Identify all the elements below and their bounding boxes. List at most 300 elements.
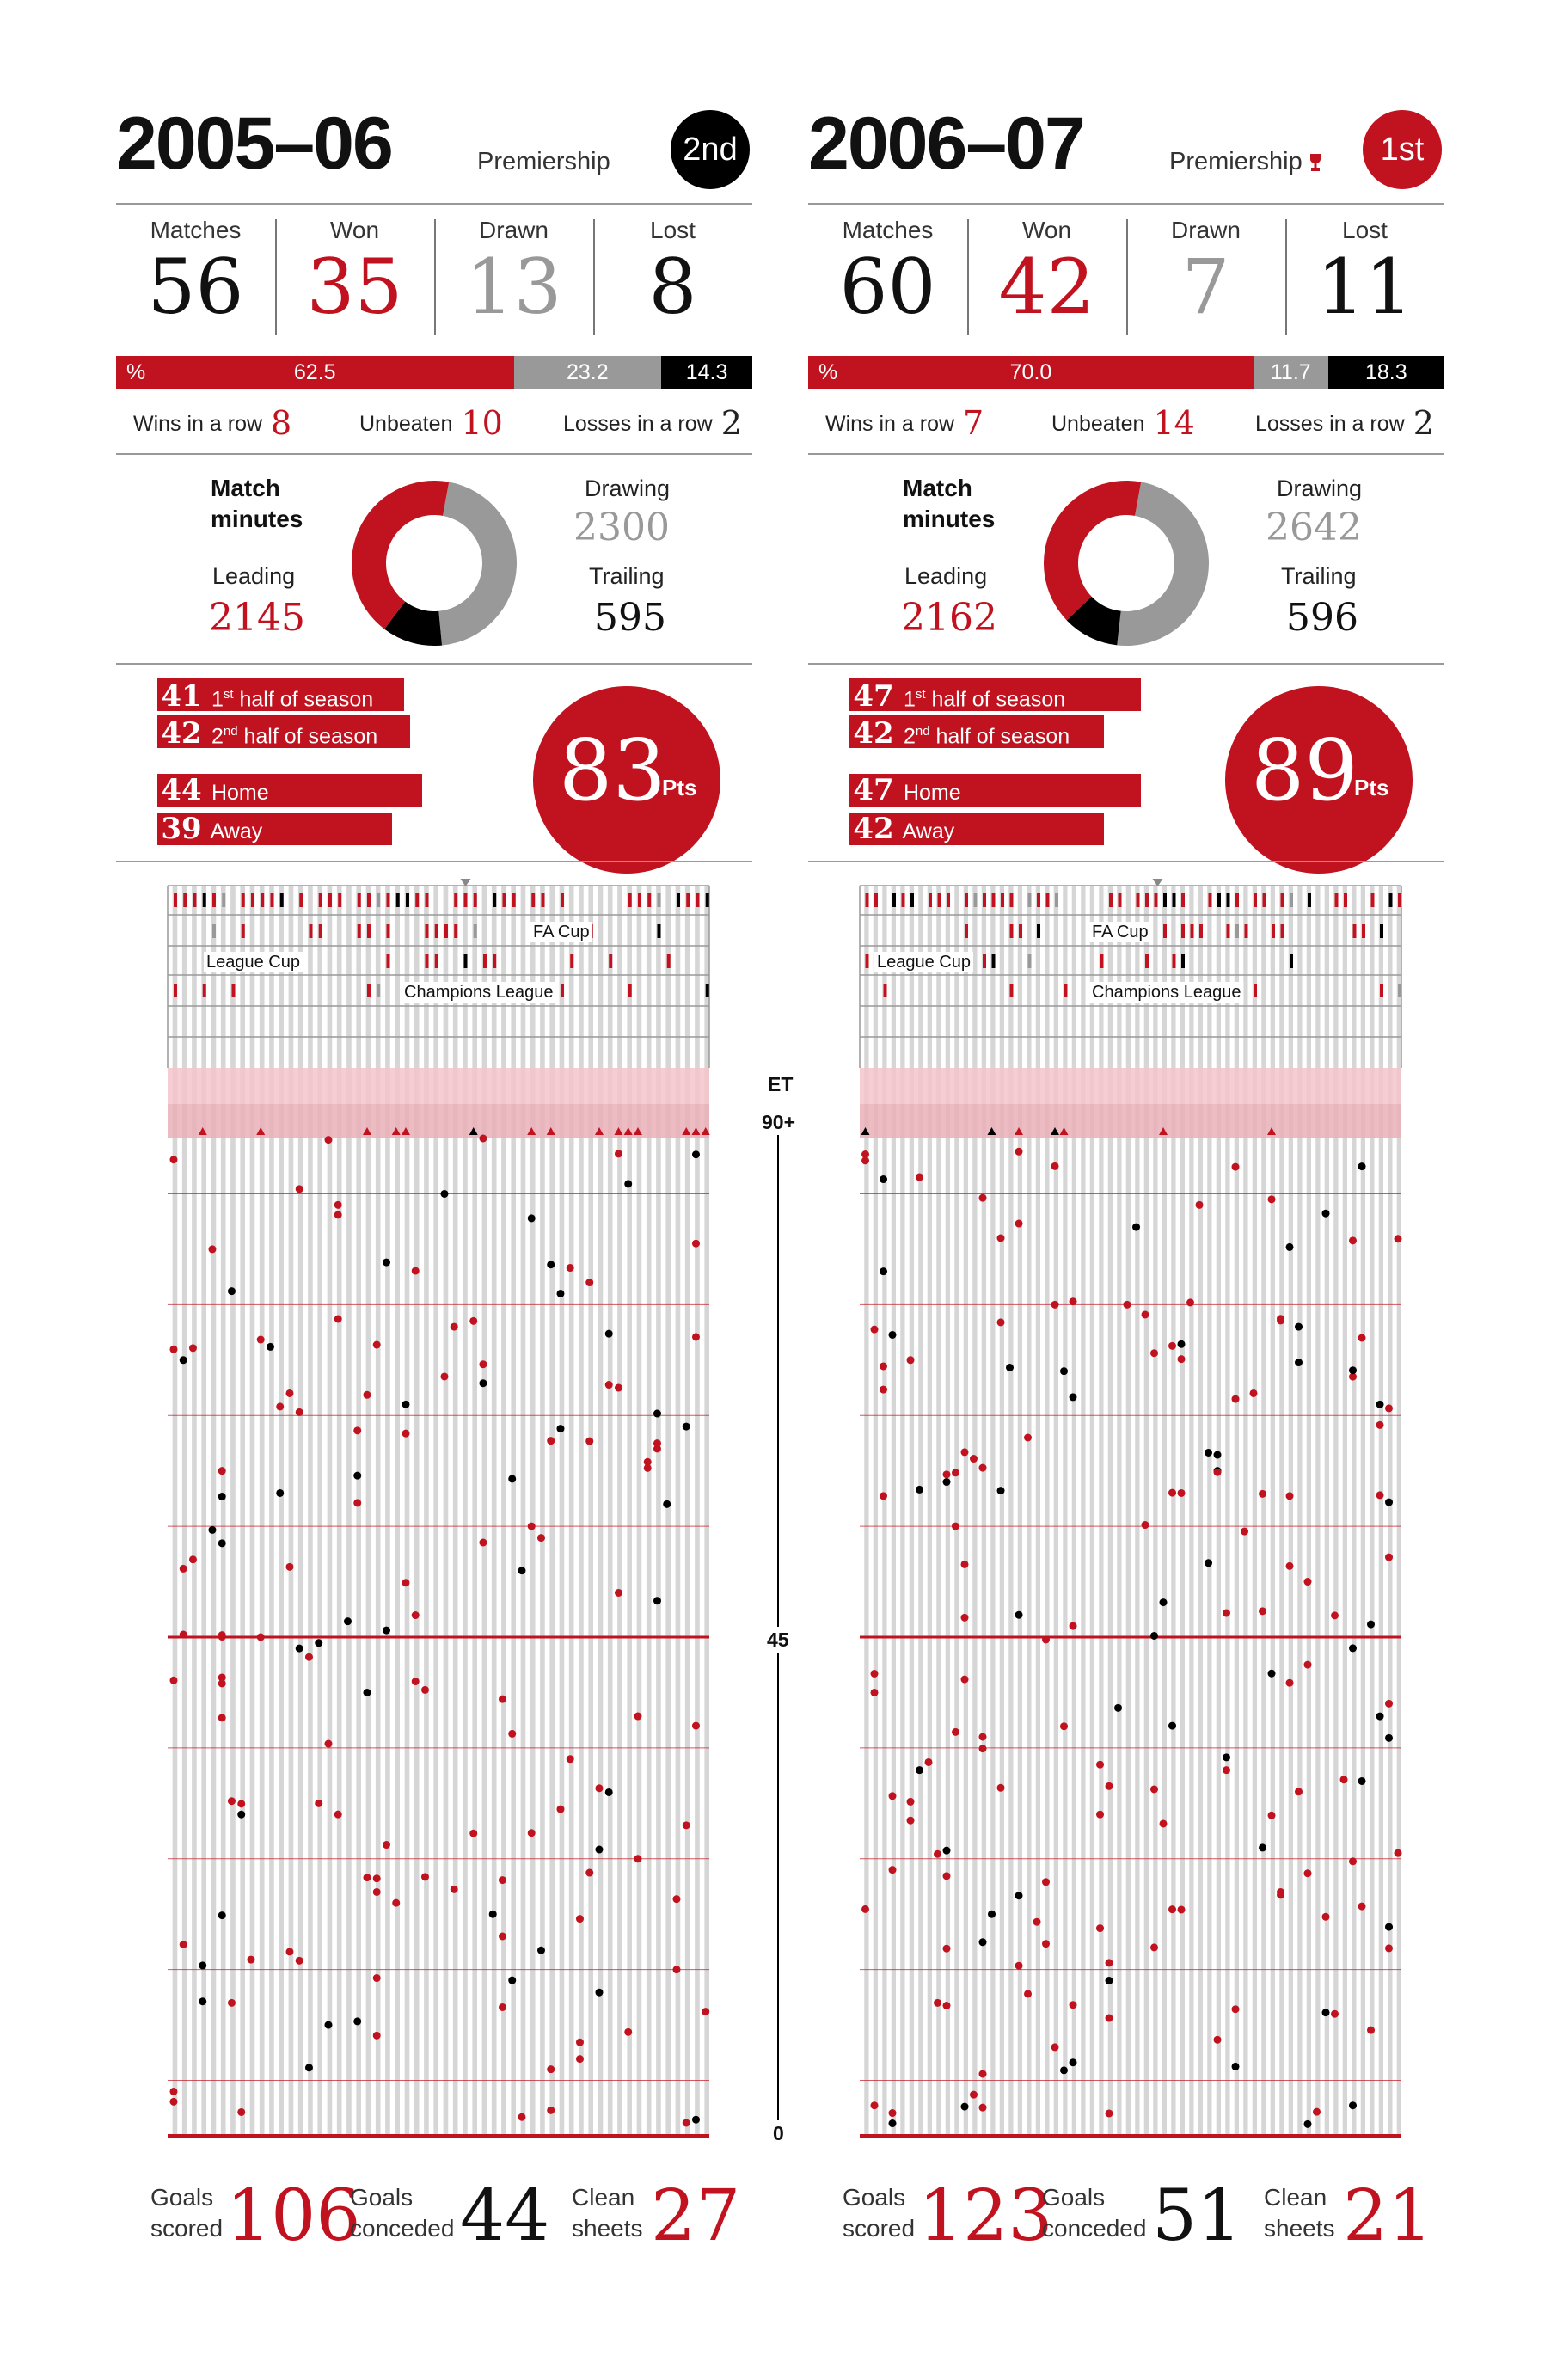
- goal-scored-dot: [334, 1211, 342, 1218]
- goal-scored-dot: [218, 1633, 226, 1641]
- points-value: 42: [853, 812, 894, 846]
- ordinal-suffix: nd: [223, 724, 238, 739]
- match-result-tick: [706, 984, 709, 997]
- goal-scored-dot: [1286, 1562, 1294, 1570]
- goal-conceded-dot: [1006, 1364, 1014, 1371]
- goal-scored-dot: [228, 1797, 236, 1805]
- match-result-tick: [328, 893, 332, 907]
- goal-scored-dot: [1232, 1395, 1240, 1403]
- match-result-tick: [1272, 924, 1275, 938]
- stat-value: 13: [465, 242, 562, 331]
- match-result-tick: [706, 893, 709, 907]
- goal-conceded-dot: [1223, 1753, 1230, 1761]
- stat-label: Matches: [150, 217, 242, 243]
- goal-scored-dot: [961, 1448, 969, 1456]
- match-result-tick: [992, 893, 996, 907]
- goal-scored-dot: [528, 1829, 536, 1837]
- goal-conceded-dot: [180, 1356, 187, 1364]
- match-result-tick: [502, 893, 506, 907]
- goal-scored-dot: [997, 1318, 1005, 1326]
- goal-scored-dot: [1358, 1903, 1366, 1911]
- goal-scored-dot: [218, 1679, 226, 1687]
- goal-scored-dot: [585, 1279, 593, 1286]
- match-result-tick: [183, 893, 187, 907]
- stat-matches: [116, 217, 275, 331]
- goal-scored-dot: [499, 1933, 506, 1941]
- divider: [116, 453, 752, 455]
- goal-scored-dot: [1142, 1310, 1149, 1318]
- leading-minutes: 2162: [901, 596, 997, 640]
- goal-scored-dot: [1051, 2043, 1059, 2051]
- points-first-half-bar: 47 1st half of season: [849, 678, 1141, 711]
- goal-scored-dot: [324, 1740, 332, 1748]
- goal-conceded-dot: [979, 1938, 987, 1946]
- match-result-tick: [1181, 893, 1185, 907]
- goal-conceded-dot: [1349, 1366, 1357, 1374]
- goal-scored-dot: [169, 2098, 177, 2106]
- match-result-tick: [435, 954, 438, 968]
- points-label: Home: [211, 781, 269, 805]
- match-result-tick: [1145, 893, 1149, 907]
- season-year: 2005–06: [116, 102, 392, 185]
- goal-scored-dot: [1250, 1389, 1258, 1397]
- goal-conceded-dot: [1286, 1243, 1294, 1251]
- goal-conceded-dot: [1376, 1401, 1384, 1408]
- goal-conceded-dot: [353, 2017, 361, 2025]
- goal-scored-dot: [979, 1733, 987, 1741]
- leading-minutes: 2145: [209, 596, 305, 640]
- goal-scored-dot: [1358, 1334, 1366, 1342]
- match-result-tick: [1155, 893, 1158, 907]
- match-result-tick: [358, 924, 361, 938]
- divider: [808, 663, 1444, 665]
- goal-conceded-dot: [653, 1597, 661, 1604]
- goal-scored-dot: [979, 1464, 987, 1472]
- goal-scored-dot: [373, 1888, 381, 1896]
- goal-scored-dot: [1106, 1782, 1113, 1790]
- goal-scored-dot: [1096, 1811, 1104, 1819]
- match-result-tick: [1037, 893, 1040, 907]
- goal-scored-dot: [402, 1430, 409, 1438]
- goal-scored-dot: [1160, 1819, 1168, 1827]
- match-result-tick: [1335, 893, 1339, 907]
- goal-scored-dot: [1313, 2108, 1321, 2116]
- stat-value: 42: [998, 242, 1095, 331]
- leading-label: Leading: [212, 563, 296, 589]
- goal-conceded-dot: [1150, 1632, 1158, 1640]
- drawing-minutes: 2642: [1266, 506, 1362, 549]
- goal-scored-dot: [1015, 1962, 1023, 1970]
- goal-scored-dot: [257, 1336, 265, 1344]
- points-unit: Pts: [662, 775, 697, 800]
- league-name: Premiership: [1169, 148, 1303, 175]
- goal-scored-dot: [1150, 1785, 1158, 1793]
- goal-scored-dot: [1096, 1761, 1104, 1769]
- stat-label: Won: [1021, 217, 1072, 243]
- match-result-tick: [1380, 984, 1383, 997]
- match-result-tick: [1245, 924, 1248, 938]
- stat-value: 56: [147, 242, 244, 331]
- divider: [116, 203, 752, 205]
- match-result-tick: [386, 954, 389, 968]
- streaks-row: [116, 404, 752, 442]
- goal-conceded-dot: [1168, 1722, 1176, 1730]
- goal-scored-dot: [296, 1408, 303, 1416]
- goal-scored-dot: [1286, 1679, 1294, 1687]
- match-result-tick: [657, 924, 660, 938]
- goal-scored-dot: [373, 1974, 381, 1982]
- season-panel-2006-07: [808, 0, 1444, 2380]
- match-result-tick: [1046, 893, 1050, 907]
- goal-scored-dot: [871, 2101, 879, 2109]
- goal-conceded-dot: [344, 1617, 352, 1625]
- goal-scored-dot: [605, 1381, 613, 1389]
- competition-label-fa-cup: FA Cup: [1092, 923, 1149, 942]
- match-result-tick: [874, 893, 878, 907]
- goal-scored-dot: [952, 1523, 959, 1530]
- goal-scored-dot: [1259, 1607, 1266, 1615]
- goal-scored-dot: [412, 1267, 420, 1275]
- goal-conceded-dot: [237, 1811, 245, 1819]
- goal-scored-dot: [218, 1467, 226, 1475]
- goal-scored-dot: [1385, 1944, 1393, 1952]
- goal-scored-dot: [334, 1316, 342, 1323]
- goal-scored-dot: [1268, 1812, 1276, 1819]
- goal-scored-dot: [672, 1895, 680, 1903]
- goal-conceded-dot: [1060, 2066, 1068, 2074]
- goal-conceded-dot: [1214, 1451, 1222, 1459]
- goal-conceded-dot: [1349, 1644, 1357, 1652]
- streak-value: 14: [1153, 404, 1195, 442]
- goals-conceded: 51: [1152, 2175, 1242, 2257]
- goal-conceded-dot: [1106, 1977, 1113, 1984]
- match-result-tick: [1119, 893, 1122, 907]
- won-percentage-segment: [808, 356, 1254, 389]
- match-result-tick: [884, 984, 887, 997]
- points-second-half-bar: 42 2nd half of season: [157, 715, 410, 748]
- points-label: half of season: [931, 687, 1066, 712]
- goal-conceded-dot: [1070, 2058, 1077, 2066]
- match-result-tick: [367, 893, 371, 907]
- goal-conceded-dot: [916, 1766, 923, 1774]
- match-result-tick: [1001, 893, 1004, 907]
- goal-scored-dot: [595, 1784, 603, 1792]
- goal-scored-dot: [644, 1464, 652, 1472]
- goal-scored-dot: [970, 2091, 978, 2099]
- goal-scored-dot: [1322, 1913, 1330, 1921]
- points-first-half-bar: 41 1st half of season: [157, 678, 404, 711]
- match-result-tick: [338, 893, 341, 907]
- match-result-tick: [657, 893, 660, 907]
- match-result-tick: [1344, 893, 1347, 907]
- goal-scored-dot: [880, 1362, 887, 1370]
- goal-conceded-dot: [208, 1526, 216, 1534]
- goals-conceded-label: [1042, 2182, 1146, 2244]
- match-result-tick: [686, 893, 690, 907]
- goal-scored-dot: [943, 1470, 951, 1478]
- goal-scored-dot: [1033, 1918, 1041, 1926]
- goal-scored-dot: [1186, 1298, 1194, 1306]
- goals-conceded-label: [350, 2182, 454, 2244]
- goal-scored-dot: [567, 1264, 574, 1272]
- points-label: half of season: [243, 724, 378, 749]
- goal-scored-dot: [1124, 1301, 1131, 1309]
- drawing-label: Drawing: [585, 475, 671, 501]
- match-result-tick: [367, 984, 371, 997]
- match-result-tick: [1254, 984, 1257, 997]
- stat-label: Won: [329, 217, 380, 243]
- goal-conceded-dot: [556, 1425, 564, 1432]
- clean-sheets: 21: [1343, 2175, 1433, 2257]
- goal-scored-dot: [392, 1899, 400, 1907]
- lost-percentage-segment: [1328, 356, 1444, 389]
- goal-scored-dot: [907, 1356, 915, 1364]
- lost-percentage: 14.3: [685, 360, 728, 384]
- divider: [808, 453, 1444, 455]
- match-result-tick: [892, 893, 896, 907]
- goal-scored-dot: [979, 2070, 987, 2078]
- match-result-tick: [609, 954, 612, 968]
- goal-scored-dot: [1178, 1905, 1186, 1913]
- points-away-bar: [157, 813, 392, 845]
- streak-value: 2: [720, 404, 742, 442]
- match-result-tick: [1199, 924, 1203, 938]
- goal-scored-dot: [276, 1402, 284, 1410]
- goal-scored-dot: [383, 1841, 390, 1849]
- goal-scored-dot: [1376, 1491, 1384, 1499]
- goal-conceded-dot: [1358, 1162, 1366, 1170]
- streak-value: 2: [1413, 404, 1434, 442]
- goal-scored-dot: [412, 1678, 420, 1685]
- streak-value: 7: [963, 404, 984, 442]
- match-result-tick: [1173, 954, 1176, 968]
- goal-scored-dot: [1070, 1622, 1077, 1630]
- goal-scored-dot: [615, 1150, 622, 1157]
- trailing-label: Trailing: [1281, 563, 1357, 589]
- goal-conceded-dot: [1259, 1843, 1266, 1851]
- stat-lost: [593, 217, 752, 331]
- match-result-tick: [261, 893, 264, 907]
- goal-scored-dot: [653, 1439, 661, 1447]
- label-line: conceded: [350, 2215, 455, 2242]
- goal-scored-dot: [1168, 1489, 1176, 1497]
- goal-conceded-dot: [402, 1401, 409, 1408]
- match-result-tick: [203, 984, 206, 997]
- goals-scored: 123: [918, 2175, 1053, 2257]
- goal-scored-dot: [861, 1150, 869, 1158]
- goal-scored-dot: [979, 1745, 987, 1752]
- label-line: Goals: [150, 2184, 214, 2211]
- won-percentage-segment: [116, 356, 514, 389]
- match-result-tick: [1028, 893, 1032, 907]
- streak-label: Wins in a row: [825, 412, 955, 436]
- match-result-tick: [1227, 893, 1230, 907]
- points-home-bar: [849, 774, 1141, 807]
- goal-scored-dot: [1042, 1635, 1050, 1643]
- goal-scored-dot: [1178, 1489, 1186, 1497]
- goal-conceded-dot: [605, 1330, 613, 1338]
- title-line: Match: [903, 475, 972, 501]
- goal-scored-dot: [373, 1341, 381, 1349]
- goal-scored-dot: [528, 1523, 536, 1530]
- goal-scored-dot: [1214, 2036, 1222, 2044]
- goal-scored-dot: [889, 1792, 897, 1800]
- goal-scored-dot: [1214, 1469, 1222, 1476]
- goal-scored-dot: [585, 1438, 593, 1445]
- label-line: sheets: [572, 2215, 643, 2242]
- match-result-tick: [628, 984, 632, 997]
- goal-scored-dot: [1051, 1301, 1059, 1309]
- label-line: Goals: [350, 2184, 414, 2211]
- match-result-tick: [541, 893, 544, 907]
- match-result-tick: [377, 893, 380, 907]
- match-result-tick: [1181, 954, 1185, 968]
- goal-scored-dot: [1051, 1162, 1059, 1170]
- goal-scored-dot: [1331, 1611, 1339, 1619]
- match-result-tick: [1290, 893, 1293, 907]
- drawn-percentage-segment: [1254, 356, 1328, 389]
- goal-conceded-dot: [1060, 1367, 1068, 1375]
- lost-percentage: 18.3: [1364, 360, 1407, 384]
- season-panel-2005-06: [116, 0, 752, 2380]
- goal-conceded-dot: [1015, 1892, 1023, 1899]
- goals-conceded: 44: [460, 2175, 550, 2257]
- match-result-tick: [1109, 893, 1113, 907]
- competition-label-champions-league: Champions League: [1092, 983, 1241, 1002]
- goal-scored-dot: [547, 2065, 555, 2073]
- points-label: half of season: [239, 687, 374, 712]
- match-result-tick: [992, 954, 996, 968]
- match-result-tick: [1380, 924, 1383, 938]
- goal-scored-dot: [353, 1426, 361, 1434]
- match-result-tick: [1037, 924, 1040, 938]
- label-line: Goals: [1042, 2184, 1106, 2211]
- league-position: 2nd: [683, 132, 738, 168]
- goal-scored-dot: [508, 1730, 516, 1738]
- match-result-tick: [1055, 893, 1058, 907]
- goal-conceded-dot: [199, 1961, 206, 1969]
- goal-scored-dot: [296, 1957, 303, 1965]
- match-minutes-title: [211, 473, 303, 535]
- goal-scored-dot: [285, 1948, 293, 1955]
- goal-conceded-dot: [508, 1977, 516, 1984]
- match-result-tick: [910, 893, 914, 907]
- goal-scored-dot: [257, 1634, 265, 1641]
- goal-scored-dot: [934, 1850, 941, 1858]
- stat-value: 8: [648, 242, 697, 331]
- goal-scored-dot: [315, 1800, 322, 1807]
- match-result-tick: [866, 954, 869, 968]
- stat-drawn: [434, 217, 593, 331]
- goal-scored-dot: [1223, 1610, 1230, 1617]
- match-result-tick: [299, 893, 303, 907]
- match-result-tick: [531, 893, 535, 907]
- goal-conceded-dot: [547, 1261, 555, 1268]
- goal-scored-dot: [692, 1333, 700, 1340]
- match-result-tick: [377, 984, 380, 997]
- match-result-tick: [270, 893, 273, 907]
- goal-scored-dot: [421, 1873, 429, 1880]
- goal-scored-dot: [479, 1539, 487, 1547]
- match-result-tick: [938, 893, 941, 907]
- stat-label: Lost: [1342, 217, 1388, 243]
- match-result-tick: [242, 893, 245, 907]
- goal-conceded-dot: [997, 1487, 1005, 1494]
- goal-scored-dot: [1395, 1849, 1402, 1857]
- season-year: 2006–07: [808, 102, 1084, 185]
- goal-conceded-dot: [1070, 1393, 1077, 1401]
- match-result-tick: [386, 924, 389, 938]
- total-points-circle: [533, 686, 720, 874]
- match-result-tick: [1254, 893, 1257, 907]
- goal-scored-dot: [692, 1240, 700, 1248]
- match-result-tick: [203, 893, 206, 907]
- goal-scored-dot: [1232, 2005, 1240, 2013]
- match-result-tick: [454, 893, 457, 907]
- match-result-tick: [983, 954, 986, 968]
- match-result-tick: [319, 893, 322, 907]
- title-line: minutes: [211, 506, 303, 532]
- streak-label: Losses in a row: [1255, 412, 1405, 436]
- goal-scored-dot: [208, 1245, 216, 1253]
- goal-scored-dot: [1349, 1236, 1357, 1244]
- goal-scored-dot: [907, 1798, 915, 1806]
- goal-conceded-dot: [363, 1689, 371, 1696]
- match-result-tick: [212, 924, 216, 938]
- goal-conceded-dot: [889, 1331, 897, 1339]
- match-result-tick: [425, 893, 428, 907]
- total-points: 83: [559, 722, 666, 820]
- goal-scored-dot: [1349, 1857, 1357, 1865]
- goal-scored-dot: [925, 1758, 933, 1766]
- match-result-tick: [667, 954, 671, 968]
- goal-scored-dot: [672, 1966, 680, 1973]
- goal-scored-dot: [1376, 1421, 1384, 1429]
- goal-scored-dot: [285, 1389, 293, 1397]
- stat-drawn: [1126, 217, 1285, 331]
- result-percentage-bar: [808, 356, 1444, 389]
- match-result-tick: [1389, 893, 1393, 907]
- ordinal-suffix: st: [223, 687, 234, 702]
- goal-conceded-dot: [1322, 2009, 1330, 2016]
- match-result-tick: [1235, 893, 1239, 907]
- leading-slice: [352, 481, 449, 629]
- goal-conceded-dot: [383, 1627, 390, 1635]
- goal-conceded-dot: [267, 1343, 274, 1351]
- match-result-tick: [512, 893, 516, 907]
- match-result-tick: [319, 924, 322, 938]
- won-percentage: 62.5: [293, 360, 336, 384]
- result-percentage-bar: [116, 356, 752, 389]
- match-result-tick: [386, 893, 389, 907]
- goal-scored-dot: [1340, 1776, 1348, 1783]
- match-result-tick: [1100, 954, 1104, 968]
- goal-conceded-dot: [943, 1478, 951, 1486]
- goal-scored-dot: [1106, 2015, 1113, 2022]
- goal-conceded-dot: [383, 1259, 390, 1267]
- goal-conceded-dot: [556, 1290, 564, 1297]
- goal-scored-dot: [634, 1713, 641, 1721]
- percent-symbol: %: [818, 360, 838, 384]
- goal-scored-dot: [169, 2088, 177, 2095]
- goal-scored-dot: [692, 1722, 700, 1730]
- streak-value: 8: [271, 404, 292, 442]
- goal-conceded-dot: [1132, 1224, 1140, 1231]
- goal-conceded-dot: [988, 1911, 996, 1918]
- match-result-tick: [965, 924, 968, 938]
- goal-scored-dot: [961, 1676, 969, 1684]
- goal-conceded-dot: [296, 1645, 303, 1653]
